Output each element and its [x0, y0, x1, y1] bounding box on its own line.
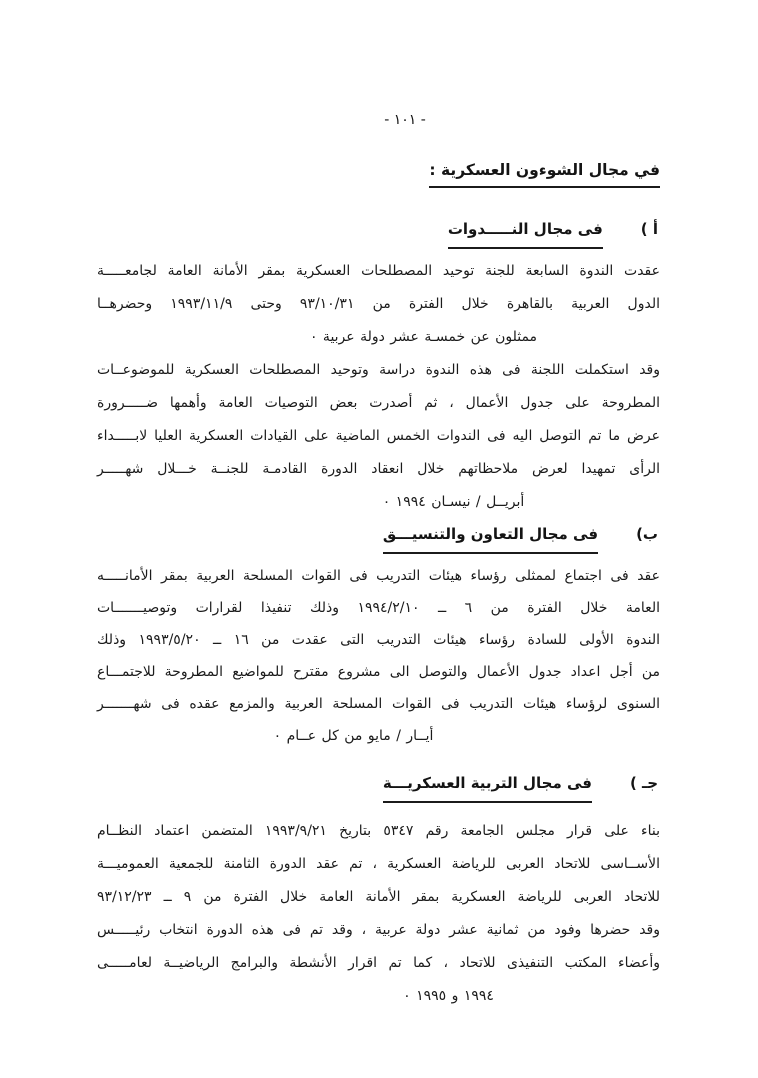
paragraph-line: السنوى لرؤساء هيئات التدريب فى القوات المسلحة العربية والمزمع عقده فى شهـــــــر: [97, 696, 660, 712]
paragraph-line: عقدت الندوة السابعة للجنة توحيد المصطلحات العسكرية بمقر الأمانة العامة لجامعـــــة: [97, 263, 660, 279]
paragraph-line: المطروحة على جدول الأعمال ، ثم أصدرت بعض التوصيات العامة وأهمها ضـــــرورة: [97, 395, 660, 411]
section-c-paragraphs: [0, 815, 758, 1013]
section-c-heading-row: [0, 772, 758, 803]
section-a-heading-row: [0, 218, 758, 249]
section-a-heading: فى مجال النـــــدوات: [448, 218, 603, 249]
main-title-row: [0, 160, 758, 188]
section-c-marker: جـ ): [629, 774, 658, 792]
paragraph-line: الأســاسى للاتحاد العربى للرياضة العسكرية ، تم عقد الدورة الثامنة للجمعية العموميـــة: [97, 856, 660, 872]
section-b-paragraphs: [0, 560, 758, 752]
section-a-paragraphs: [0, 255, 758, 519]
section-b-heading-row: [0, 523, 758, 554]
paragraph-line: ممثلون عن خمسـة عشر دولة عربية ٠: [309, 329, 538, 345]
paragraph-line: عرض ما تم التوصل اليه فى الندوات الخمس الماضية على القيادات العسكرية العليا لابـــــداء: [97, 428, 660, 444]
document-title: في مجال الشوءون العسكرية :: [429, 161, 660, 188]
paragraph-line: العامة خلال الفترة من ٦ ــ ١٩٩٤/٢/١٠ وذلك تنفيذا لقرارات وتوصيـــــــات: [97, 600, 661, 616]
paragraph-line: وأعضاء المكتب التنفيذى للاتحاد ، كما تم اقرار الأنشطة والبرامج الرياضيــة لعامـــــى: [97, 955, 660, 971]
paragraph-line: الندوة الأولى للسادة رؤساء هيئات التدريب التى عقدت من ١٦ ــ ١٩٩٣/٥/٢٠ وذلك: [97, 632, 661, 648]
section-b-heading: فى مجال التعاون والتنسيـــق: [383, 523, 598, 554]
paragraph-line: وقد استكملت اللجنة فى هذه الندوة دراسة وتوحيد المصطلحات العسكرية للموضوعــات: [97, 362, 660, 378]
paragraph-line: وقد حضرها وفود من ثمانية عشر دولة عربية ، وقد تم فى هذه الدورة انتخاب رئيـــــس: [97, 922, 660, 938]
paragraph-line: أيــار / مايو من كل عــام ٠: [273, 728, 434, 744]
section-c-heading: فى مجال التربية العسكريـــة: [383, 772, 592, 803]
page-number: - ١٠١ -: [384, 112, 426, 128]
paragraph-line: من أجل اعداد جدول الأعمال والتوصل الى مشروع مقترح للمواضيع المطروحة للاجتمـــاع: [97, 664, 660, 680]
paragraph-line: أبريــل / نيسـان ١٩٩٤ ٠: [382, 494, 525, 510]
paragraph-line: للاتحاد العربى للرياضة العسكرية بمقر الأمانة العامة خلال الفترة من ٩ ــ ٩٣/١٢/٢٣: [97, 889, 660, 905]
section-b-marker: ب): [636, 525, 658, 543]
paragraph-line: ١٩٩٤ و ١٩٩٥ ٠: [403, 988, 494, 1004]
section-a-marker: أ ): [640, 220, 658, 238]
paragraph-line: عقد فى اجتماع لممثلى رؤساء هيئات التدريب فى القوات المسلحة العربية بمقر الأمانـــــه: [97, 568, 660, 584]
paragraph-line: بناء على قرار مجلس الجامعة رقم ٥٣٤٧ بتاريخ ١٩٩٣/٩/٢١ المتضمن اعتماد النظــام: [97, 823, 661, 839]
paragraph-line: الرأى تمهيدا لعرض ملاحظاتهم خلال انعقاد الدورة القادمـة للجنــة خـــلال شهـــــر: [97, 461, 660, 477]
paragraph-line: الدول العربية بالقاهرة خلال الفترة من ٩٣/١٠/٣١ وحتى ١٩٩٣/١١/٩ وحضرهــا: [97, 296, 660, 312]
